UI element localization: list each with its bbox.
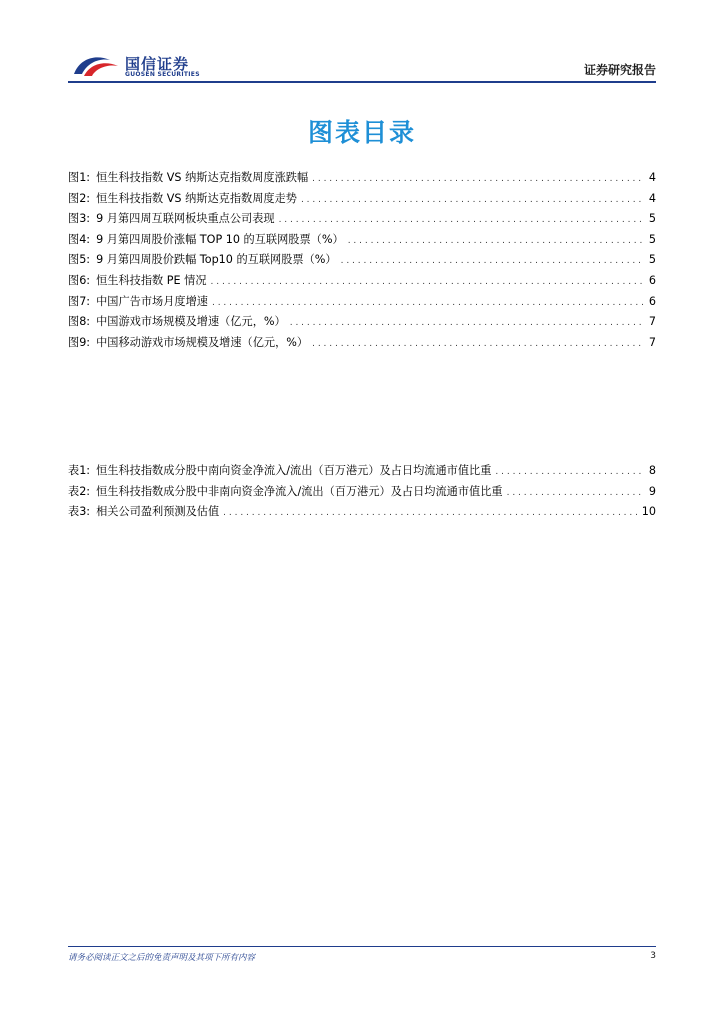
toc-entry-label: 图4: — [68, 232, 91, 246]
toc-dot-leader — [507, 483, 644, 504]
toc-entry-title: 9 月第四周股价跌幅 Top10 的互联网股票（%） — [96, 253, 337, 267]
toc-entry-title: 恒生科技指数 PE 情况 — [96, 273, 207, 287]
page-number: 3 — [650, 951, 656, 961]
figure-toc-entry[interactable] — [68, 189, 656, 210]
toc-entry-page: 4 — [648, 171, 656, 184]
toc-entry-label: 图7: — [68, 294, 91, 308]
toc-entry-label: 图1: — [68, 171, 91, 184]
toc-entry-page: 6 — [648, 273, 656, 287]
toc-entry-page: 5 — [648, 232, 656, 246]
toc-entry-page: 5 — [648, 212, 656, 226]
toc-entry-label: 图8: — [68, 315, 91, 329]
header-divider — [68, 81, 656, 83]
figure-toc-entry[interactable] — [68, 168, 656, 189]
toc-entry-page: 9 — [648, 484, 656, 498]
table-toc-entry[interactable] — [68, 461, 656, 482]
toc-dot-leader — [212, 293, 644, 314]
toc-entry-label: 图2: — [68, 191, 91, 205]
toc-entry-title: 恒生科技指数成分股中非南向资金净流入/流出（百万港元）及占日均流通市值比重 — [96, 484, 503, 498]
figure-toc-entry[interactable] — [68, 271, 656, 292]
toc-dot-leader — [211, 272, 644, 293]
toc-entry-label: 表1: — [68, 464, 91, 477]
toc-entry-title: 中国游戏市场规模及增速（亿元，%） — [96, 315, 286, 329]
toc-entry-label: 表2: — [68, 484, 91, 498]
table-toc-entry[interactable] — [68, 502, 656, 523]
figure-list — [68, 168, 656, 353]
toc-entry-title: 中国广告市场月度增速 — [96, 294, 208, 308]
toc-dot-leader — [223, 503, 638, 524]
toc-dot-leader — [301, 190, 644, 211]
toc-entry-title: 恒生科技指数 VS 纳斯达克指数周度涨跌幅 — [96, 171, 309, 184]
toc-entry-page: 5 — [648, 253, 656, 267]
toc-dot-leader — [312, 169, 644, 190]
toc-entry-title: 恒生科技指数 VS 纳斯达克指数周度走势 — [96, 191, 297, 205]
toc-entry-page: 10 — [641, 505, 656, 519]
toc-entry-title: 9 月第四周互联网板块重点公司表现 — [96, 212, 275, 226]
toc-entry-page: 7 — [648, 335, 656, 349]
page-title: 图表目录 — [307, 118, 416, 147]
figure-toc-entry[interactable] — [68, 333, 656, 354]
table-toc-entry[interactable] — [68, 482, 656, 503]
page-header — [68, 48, 656, 88]
toc-dot-leader — [495, 462, 644, 483]
figure-toc-entry[interactable] — [68, 209, 656, 230]
toc-entry-label: 图5: — [68, 253, 91, 267]
toc-dot-leader — [312, 334, 644, 355]
toc-dot-leader — [279, 210, 644, 231]
toc-entry-title: 恒生科技指数成分股中南向资金净流入/流出（百万港元）及占日均流通市值比重 — [96, 464, 492, 477]
footer-divider — [68, 946, 656, 947]
toc-entry-page: 7 — [648, 315, 656, 329]
toc-entry-title: 中国移动游戏市场规模及增速（亿元，%） — [96, 335, 309, 349]
guosen-logo-icon — [70, 52, 122, 80]
figure-toc-entry[interactable] — [68, 230, 656, 251]
toc-entry-page: 8 — [648, 464, 656, 477]
toc-entry-label: 图3: — [68, 212, 91, 226]
guosen-logo — [68, 48, 208, 84]
logo-cn-text: 国信证券 — [125, 55, 190, 73]
figure-toc-entry[interactable] — [68, 250, 656, 271]
toc-dot-leader — [348, 231, 644, 252]
report-type: 证券研究报告 — [583, 63, 656, 77]
toc-dot-leader — [290, 313, 644, 334]
toc-entry-title: 相关公司盈利预测及估值 — [96, 505, 220, 519]
logo-en-text: GUOSEN SECURITIES — [125, 71, 200, 78]
toc-entry-page: 6 — [648, 294, 656, 308]
toc-entry-label: 表3: — [68, 505, 91, 519]
toc-dot-leader — [341, 251, 644, 272]
figure-toc-entry[interactable] — [68, 312, 656, 333]
toc-entry-title: 9 月第四周股价涨幅 TOP 10 的互联网股票（%） — [96, 232, 344, 246]
toc-entry-label: 图9: — [68, 335, 91, 349]
figure-toc-entry[interactable] — [68, 292, 656, 313]
toc-entry-label: 图6: — [68, 273, 91, 287]
toc-entry-page: 4 — [648, 191, 656, 205]
footer-disclaimer: 请务必阅读正文之后的免责声明及其项下所有内容 — [68, 953, 256, 963]
table-list — [68, 461, 656, 523]
